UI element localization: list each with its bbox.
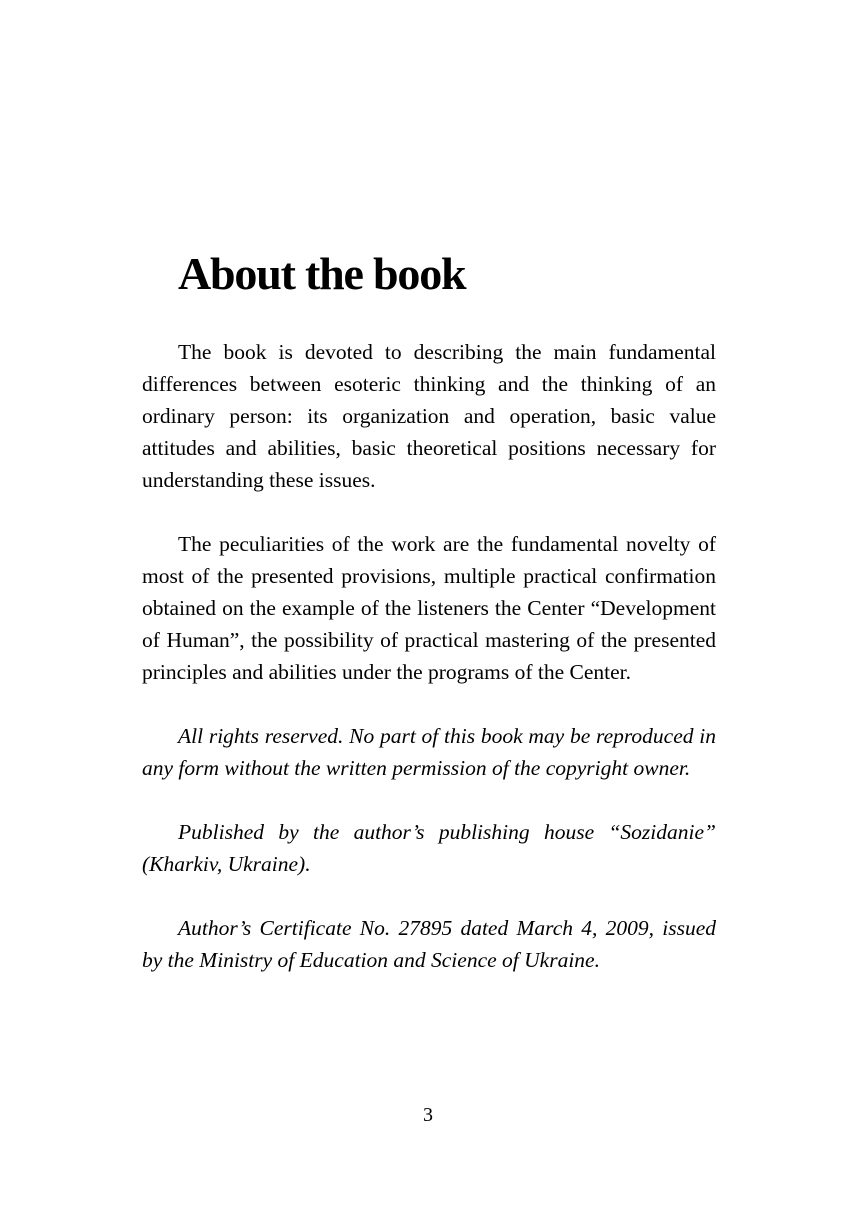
certificate-notice: Author’s Certificate No. 27895 dated March 4, 2009, issued by the Ministry of Education and Science of Ukraine. [142, 916, 716, 972]
page-number: 3 [423, 1104, 433, 1126]
copyright-notice: All rights reserved. No part of this book may be reproduced in any form without the written permission of the copyright owner. [142, 724, 716, 780]
publisher-notice: Published by the author’s publishing house “Sozidanie” (Kharkiv, Ukraine). [142, 820, 716, 876]
description-paragraph-2: The peculiarities of the work are the fundamental novelty of most of the presented provisions, multiple practical confirmation obtained on the example of the listeners the Center “Development of Human”, the possibility of practical mastering of the presented principles and abilities under the programs of the Center. [142, 532, 716, 684]
description-paragraph-1: The book is devoted to describing the main fundamental differences between esoteric thinking and the thinking of an ordinary person: its organization and operation, basic value attitudes and abilities, basic theoretical positions necessary for understanding these issues. [142, 340, 716, 492]
page-title: About the book [178, 248, 466, 299]
page-content [142, 248, 716, 976]
